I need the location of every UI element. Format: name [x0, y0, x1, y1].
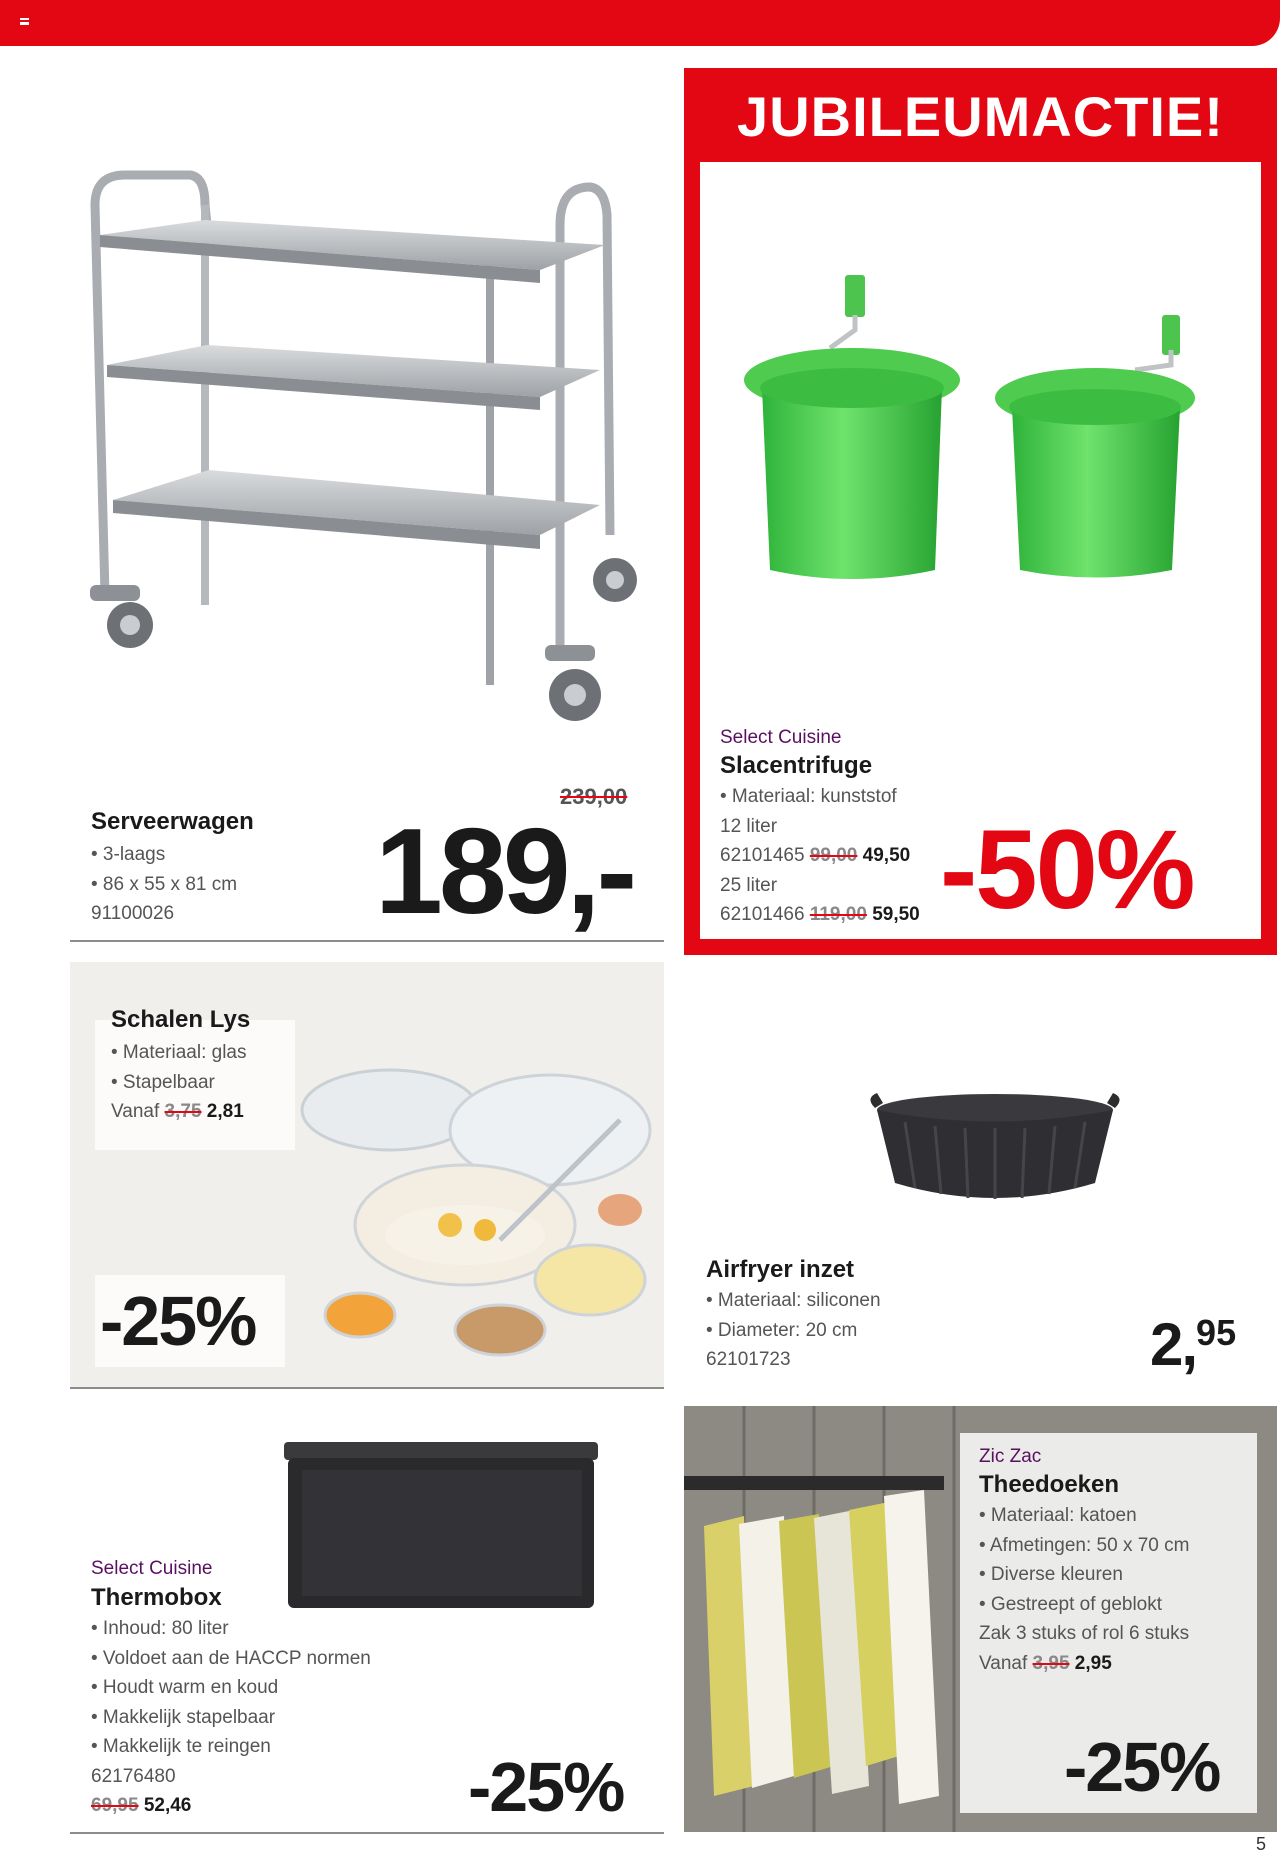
price-cents: 95 — [1196, 1312, 1237, 1353]
serveerwagen-title: Serveerwagen — [91, 808, 254, 835]
price-line — [979, 1649, 1189, 1679]
theedoeken-brand: Zic Zac — [979, 1446, 1042, 1467]
thermobox-brand: Select Cuisine — [91, 1558, 213, 1579]
variant-old-price: 119,00 — [809, 904, 867, 925]
divider — [70, 940, 664, 942]
thermobox-specs — [91, 1614, 371, 1821]
spec-line: • Stapelbaar — [111, 1071, 215, 1093]
price-whole: 2, — [1150, 1311, 1197, 1378]
schalen-title: Schalen Lys — [111, 1006, 251, 1033]
pack-info: Zak 3 stuks of rol 6 stuks — [979, 1623, 1190, 1644]
airfryer-price — [1150, 1300, 1236, 1378]
schalen-specs — [111, 1038, 247, 1127]
menu-icon[interactable] — [20, 18, 29, 25]
airfryer-title: Airfryer inzet — [706, 1256, 855, 1283]
variant-old-price: 99,00 — [809, 845, 858, 866]
spec-line: • Makkelijk te reingen — [91, 1736, 271, 1757]
price-line — [91, 1791, 371, 1821]
from-label: Vanaf — [979, 1652, 1028, 1674]
spec-line: • Diameter: 20 cm — [706, 1319, 858, 1341]
thermobox-discount: -25% — [468, 1748, 624, 1826]
slacentrifuge-specs — [720, 782, 920, 930]
serving-cart-image — [85, 165, 655, 730]
theedoeken-discount: -25% — [1064, 1728, 1220, 1806]
spec-line: • Afmetingen: 50 x 70 cm — [979, 1534, 1190, 1556]
page-number: 5 — [1256, 1834, 1267, 1854]
salad-spinner-image — [740, 270, 1220, 590]
spec-line: • Materiaal: siliconen — [706, 1290, 881, 1311]
variant-code: 62101466 — [720, 904, 805, 925]
spec-line: • Materiaal: kunststof — [720, 786, 897, 807]
variant-code: 62101465 — [720, 845, 805, 866]
divider — [70, 1387, 664, 1389]
old-price: 3,95 — [1032, 1652, 1070, 1674]
variant-new-price: 59,50 — [872, 904, 920, 925]
variant-size: 25 liter — [720, 874, 778, 896]
variant-price-line — [720, 841, 920, 871]
airfryer-specs — [706, 1286, 881, 1375]
serveerwagen-price: 189,- — [375, 803, 634, 939]
divider — [70, 1832, 664, 1834]
thermobox-image — [282, 1440, 602, 1612]
from-label: Vanaf — [111, 1101, 160, 1122]
spec-line: • Gestreept of geblokt — [979, 1593, 1163, 1615]
slacentrifuge-title: Slacentrifuge — [720, 752, 873, 779]
airfryer-liner-image — [865, 1088, 1125, 1208]
serveerwagen-old-price: 239,00 — [560, 784, 628, 809]
product-code: 62176480 — [91, 1765, 176, 1787]
old-price: 3,75 — [164, 1101, 202, 1122]
product-code: 91100026 — [91, 903, 175, 924]
new-price: 52,46 — [143, 1795, 192, 1816]
variant-size: 12 liter — [720, 815, 778, 837]
old-price: 69,95 — [91, 1795, 139, 1816]
price-line — [111, 1097, 247, 1127]
new-price: 2,81 — [206, 1101, 244, 1122]
spec-line: • Voldoet aan de HACCP normen — [91, 1647, 371, 1669]
spec-line: • Materiaal: glas — [111, 1042, 247, 1063]
spec-line: • Inhoud: 80 liter — [91, 1618, 229, 1639]
slacentrifuge-discount: -50% — [940, 807, 1194, 932]
product-code: 62101723 — [706, 1349, 791, 1370]
serveerwagen-specs — [91, 840, 237, 929]
schalen-discount: -25% — [100, 1282, 256, 1360]
spec-line: • Houdt warm en koud — [91, 1677, 279, 1698]
promo-title: JUBILEUMACTIE! — [737, 85, 1224, 148]
spec-line: • 86 x 55 x 81 cm — [91, 873, 238, 895]
variant-new-price: 49,50 — [862, 845, 911, 866]
top-bar — [0, 0, 1280, 46]
new-price: 2,95 — [1074, 1652, 1112, 1674]
theedoeken-title: Theedoeken — [979, 1471, 1120, 1498]
variant-price-line — [720, 900, 920, 930]
spec-line: • Diverse kleuren — [979, 1564, 1123, 1585]
thermobox-title: Thermobox — [91, 1584, 222, 1611]
spec-line: • 3-laags — [91, 844, 166, 865]
slacentrifuge-brand: Select Cuisine — [720, 727, 842, 748]
spec-line: • Materiaal: katoen — [979, 1505, 1137, 1526]
spec-line: • Makkelijk stapelbaar — [91, 1706, 276, 1728]
theedoeken-specs — [979, 1501, 1189, 1678]
glass-bowls-image — [290, 1050, 660, 1380]
